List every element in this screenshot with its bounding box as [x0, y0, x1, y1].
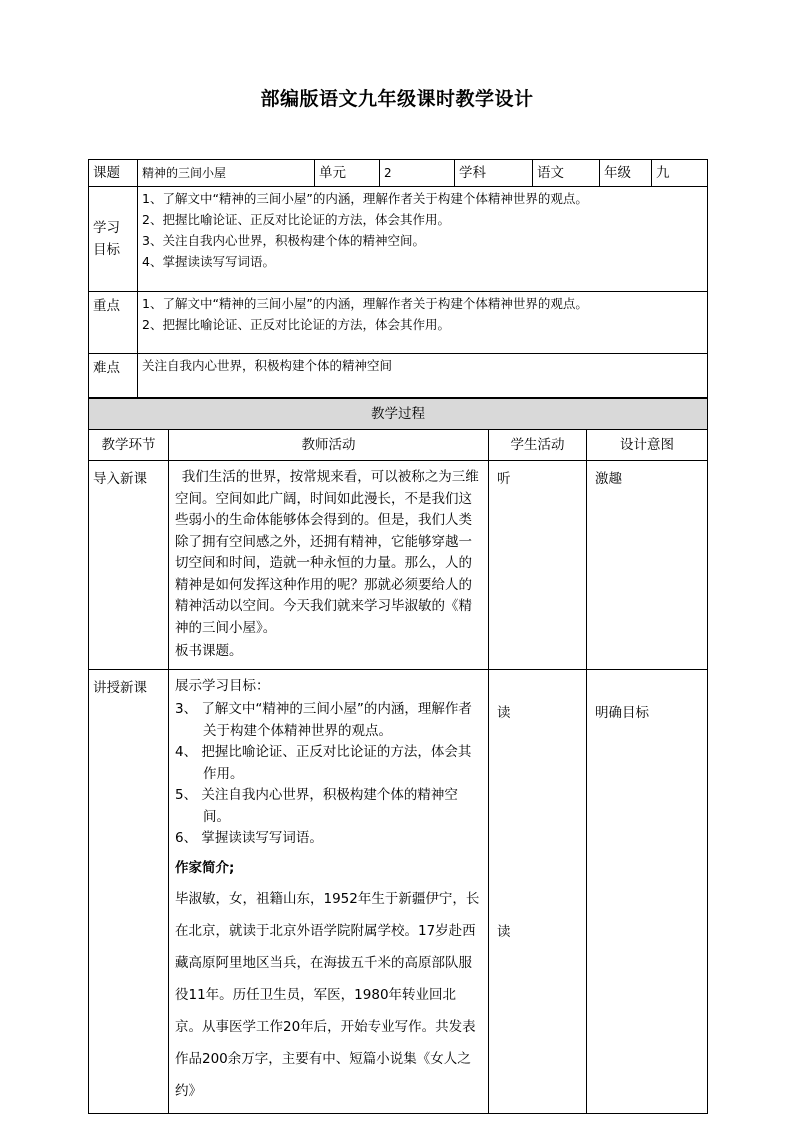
- unit-value: 2: [380, 160, 455, 187]
- stage-lecture: 讲授新课: [89, 669, 169, 1114]
- key-point-item: 1、了解文中“精神的三间小屋”的内涵，理解作者关于构建个体精神世界的观点。: [142, 296, 588, 311]
- difficulty-text: 关注自我内心世界，积极构建个体的精神空间: [138, 354, 708, 398]
- intro-student-activity: 听: [489, 461, 587, 670]
- intro-teacher-note: 板书课题。: [175, 643, 243, 659]
- subject-label: 学科: [455, 160, 533, 187]
- lesson-info-table: [88, 159, 708, 398]
- goal-item: 4、掌握读读写写词语。: [142, 254, 275, 269]
- goal-item: 3、关注自我内心世界，积极构建个体的精神空间。: [142, 233, 425, 248]
- column-header: 教学环节: [89, 430, 169, 461]
- lecture-goal-item: 5、 关注自我内心世界，积极构建个体的精神空间。: [175, 787, 458, 825]
- column-header: 学生活动: [489, 430, 587, 461]
- topic-label: 课题: [89, 160, 138, 187]
- stage-intro: 导入新课: [89, 461, 169, 670]
- topic-value: 精神的三间小屋: [138, 160, 315, 187]
- author-heading: 作家简介;: [175, 859, 235, 876]
- intro-teacher-text: 我们生活的世界，按常规来看，可以被称之为三维空间。空间如此广阔，时间如此漫长，不是我们这些弱小的生命体能够体会得到的。但是，我们人类除了拥有空间感之外，还拥有精神，它能够穿越一切空间和时间，造就一种永恒的力量。那么，人的精神是如何发挥这种作用的呢？那就必须要给人的精神活动以空间。今天我们就来学习毕淑敏的《精神的三间小屋》。: [175, 469, 479, 636]
- difficulty-label: 难点: [89, 354, 138, 398]
- teaching-process-table: [88, 398, 708, 1114]
- lecture-student-activity-1: 读: [497, 704, 511, 721]
- document-title: 部编版语文九年级课时教学设计: [260, 88, 534, 110]
- column-header: 教师活动: [169, 430, 489, 461]
- lecture-goal-item: 3、 了解文中“精神的三间小屋”的内涵，理解作者关于构建个体精神世界的观点。: [175, 701, 472, 739]
- author-bio: 毕淑敏，女，祖籍山东，1952年生于新疆伊宁，长在北京，就读于北京外语学院附属学校。17岁赴西藏高原阿里地区当兵，在海拔五千米的高原部队服役11年。历任卫生员，军医，1980年转业回北京。从事医学工作20年后，开始专业写作。共发表作品200余万字，主要有中、短篇小说集《女人之约》: [175, 891, 480, 1099]
- lecture-goal-item: 6、 掌握读读写写词语。: [175, 830, 323, 846]
- grade-label: 年级: [600, 160, 652, 187]
- unit-label: 单元: [315, 160, 380, 187]
- goal-item: 1、了解文中“精神的三间小屋”的内涵，理解作者关于构建个体精神世界的观点。: [142, 191, 588, 206]
- subject-value: 语文: [533, 160, 600, 187]
- grade-value: 九: [652, 160, 708, 187]
- lecture-student-activity-2: 读: [497, 923, 511, 940]
- goal-item: 2、把握比喻论证、正反对比论证的方法，体会其作用。: [142, 212, 450, 227]
- process-heading: 教学过程: [89, 399, 708, 430]
- column-header: 设计意图: [587, 430, 708, 461]
- lecture-goal-item: 4、 把握比喻论证、正反对比论证的方法，体会其作用。: [175, 744, 472, 782]
- key-point-item: 2、把握比喻论证、正反对比论证的方法，体会其作用。: [142, 317, 450, 332]
- goals-label: 学习目标: [89, 187, 138, 292]
- lecture-design-intent: 明确目标: [595, 704, 649, 721]
- show-goals-text: 展示学习目标：: [175, 677, 270, 694]
- key-points-label: 重点: [89, 292, 138, 354]
- intro-design-intent: 激趣: [587, 461, 708, 670]
